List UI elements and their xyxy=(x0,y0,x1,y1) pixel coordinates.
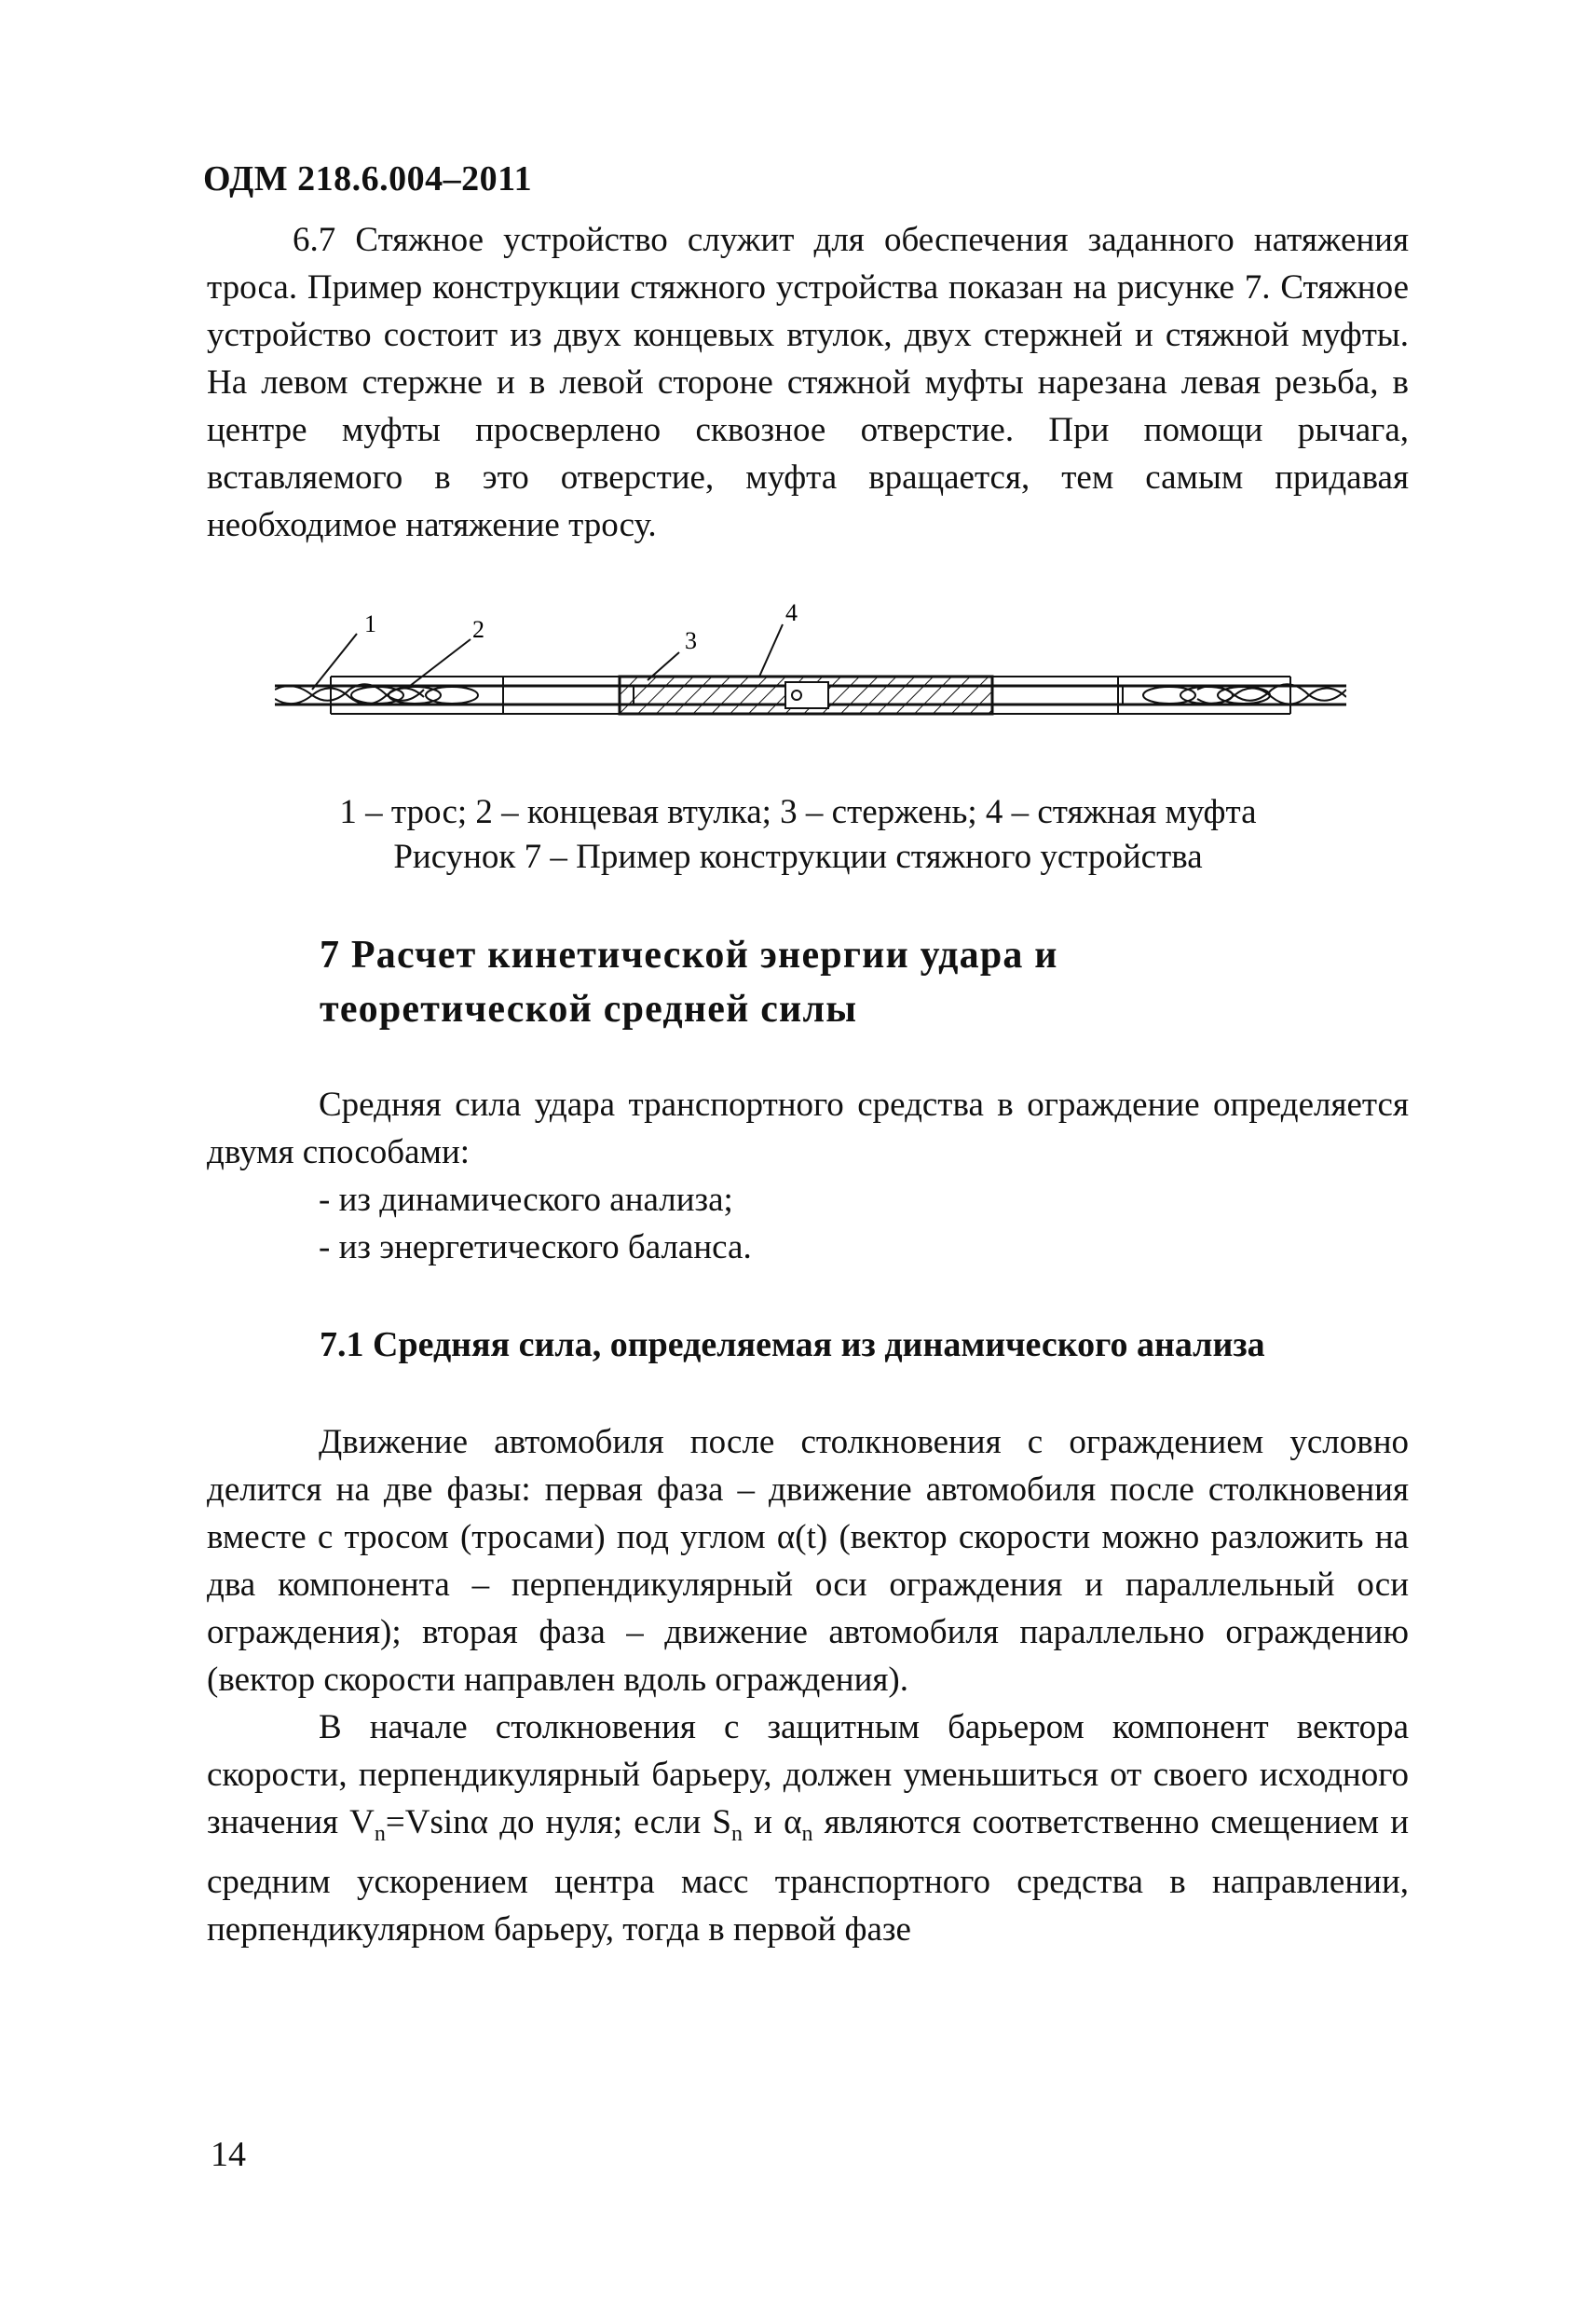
page-number: 14 xyxy=(211,2135,246,2174)
list-item-dynamic: - из динамического анализа; xyxy=(319,1181,733,1219)
p4-text-1: В начале столкновения с защитным барьером компонент вектора скорости, перпендикулярный барьеру, должен уменьшиться от своего исходного значения V xyxy=(207,1708,1409,1841)
right-rod xyxy=(992,686,1123,705)
tensioner-diagram xyxy=(275,596,1346,746)
p4-text-3: и α xyxy=(743,1803,802,1841)
left-rod xyxy=(503,686,634,705)
figure-legend: 1 – трос; 2 – концевая втулка; 3 – стержень; 4 – стяжная муфта xyxy=(339,793,1257,831)
section-title-line2: теоретической средней силы xyxy=(320,988,858,1031)
p4-subscript-1: n xyxy=(374,1822,386,1846)
section-7-title xyxy=(320,928,1344,1036)
p4-subscript-3: n xyxy=(801,1822,813,1846)
paragraph-intro: Средняя сила удара транспортного средства в ограждение определяется двумя способами: xyxy=(207,1086,1409,1171)
through-hole xyxy=(792,691,801,700)
document-code-header: ОДМ 218.6.004–2011 xyxy=(203,159,533,198)
p4-subscript-2: n xyxy=(731,1822,743,1846)
label-1: 1 xyxy=(364,610,376,637)
figure-7-drawing xyxy=(275,596,1346,746)
figure-caption: Рисунок 7 – Пример конструкции стяжного устройства xyxy=(393,838,1203,876)
list-item-energy: - из энергетического баланса. xyxy=(319,1228,752,1266)
p4-text-4: являются соответственно смещением и средним ускорением центра масс транспортного средства в направлении, перпендикулярном барьеру, тогда в первой фазе xyxy=(207,1803,1409,1949)
label-4: 4 xyxy=(785,599,798,626)
subsection-7-1-title: 7.1 Средняя сила, определяемая из динамического анализа xyxy=(320,1325,1265,1364)
label-2: 2 xyxy=(472,616,484,643)
paragraph-collision-start xyxy=(207,1703,1409,1953)
section-title-line1: 7 Расчет кинетической энергии удара и xyxy=(320,934,1058,977)
paragraph-6-7: 6.7 Стяжное устройство служит для обеспечения заданного натяжения троса. Пример конструкции стяжного устройства показан на рисунке 7. Стяжное устройство состоит из двух концевых втулок, двух стержней и стяжной муфты. На левом стержне и в левой стороне стяжной муфты нарезана левая резьба, в центре муфты просверлено сквозное отверстие. При помощи рычага, вставляемого в это отверстие, муфта вращается, тем самым придавая необходимое натяжение тросу. xyxy=(207,221,1409,544)
paragraph-motion-phases: Движение автомобиля после столкновения с ограждением условно делится на две фазы: первая фаза – движение автомобиля после столкновения вместе с тросом (тросами) под углом α(t) (вектор скорости можно разложить на два компонента – перпендикулярный оси ограждения и параллельный оси ограждения); вторая фаза – движение автомобиля параллельно ограждению (вектор скорости направлен вдоль ограждения). xyxy=(207,1423,1409,1699)
label-3: 3 xyxy=(685,627,697,654)
p4-text-2: =Vsinα до нуля; если S xyxy=(385,1803,732,1841)
